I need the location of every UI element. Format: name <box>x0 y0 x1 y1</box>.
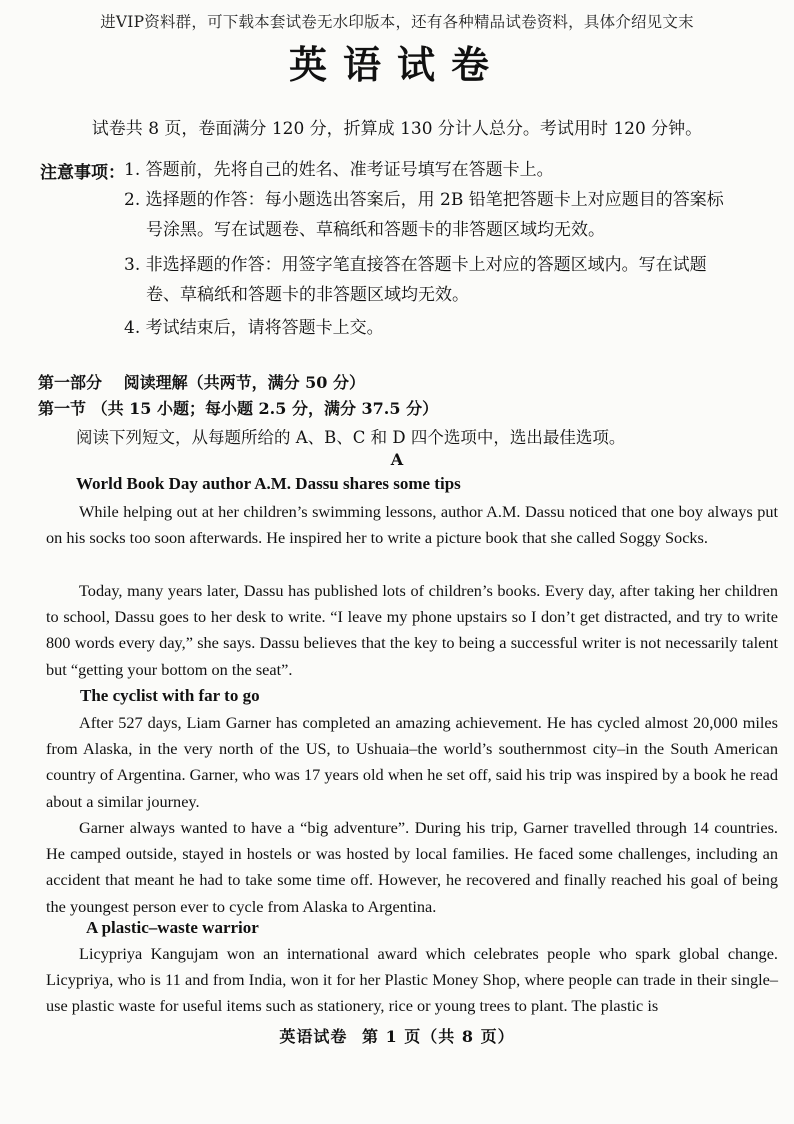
passage-letter: A <box>390 450 404 469</box>
promo-banner: 进VIP资料群，可下载本套试卷无水印版本，还有各种精品试卷资料，具体介绍见文末 <box>100 13 694 31</box>
story-1-paragraph-1-text: While helping out at her children’s swimming lessons, author A.M. Dassu noticed that one boy always put on his socks too soon afterwards. He inspired her to write a picture book that she called Soggy Socks. <box>46 502 778 548</box>
story-2-paragraph-2 <box>46 815 778 920</box>
footer-page-number: 第 1 页（共 8 页） <box>362 1027 515 1046</box>
section-heading: 第一节 （共 15 小题；每小题 2.5 分，满分 37.5 分） <box>38 399 439 418</box>
note-2-line-2: 号涂黑。写在试题卷、草稿纸和答题卡的非答题区域均无效。 <box>146 220 605 240</box>
story-2-paragraph-2-text: Garner always wanted to have a “big adventure”. During his trip, Garner travelled through 14 countries. He camped outside, stayed in hostels or was hosted by local families. He faced some challenges, including an accident that meant he had to take some time off. However, he recovered and finally reached his goal of being the youngest person ever to cycle from Alaska to Argentina. <box>46 818 778 916</box>
exam-intro: 试卷共 8 页，卷面满分 120 分，折算成 130 分计人总分。考试用时 120 分钟。 <box>91 119 703 139</box>
story-3-paragraph-1 <box>46 941 778 1020</box>
notes-label: 注意事项： <box>40 163 125 183</box>
story-3-paragraph-1-text: Licypriya Kangujam won an international award which celebrates people who spark global change. Licypriya, who is 11 and from India, won it for her Plastic Money Shop, where people can trade in their single–use plastic waste for useful items such as stationery, rice or young trees to plant. The plastic is <box>46 944 778 1016</box>
part-heading: 第一部分 阅读理解（共两节，满分 50 分） <box>38 373 365 392</box>
story-3-heading: A plastic–waste warrior <box>86 918 259 937</box>
note-1: 1. 答题前，先将自己的姓名、准考证号填写在答题卡上。 <box>124 160 554 180</box>
story-2-paragraph-1-text: After 527 days, Liam Garner has completed an amazing achievement. He has cycled almost 20,000 miles from Alaska, in the very north of the US, to Ushuaia–the world’s southernmost city–in the South American country of Argentina. Garner, who was 17 years old when he set off, said his trip was inspired by a book he read about a similar journey. <box>46 713 778 811</box>
note-3-line-1: 3. 非选择题的作答：用签字笔直接答在答题卡上对应的答题区域内。写在试题 <box>124 255 707 275</box>
note-4: 4. 考试结束后，请将答题卡上交。 <box>124 318 384 338</box>
footer-subject: 英语试卷 <box>279 1027 348 1046</box>
page-footer <box>0 1024 794 1047</box>
story-1-heading: World Book Day author A.M. Dassu shares some tips <box>76 474 461 493</box>
story-1-paragraph-2 <box>46 578 778 683</box>
story-2-heading: The cyclist with far to go <box>80 686 260 705</box>
story-1-paragraph-1 <box>46 499 778 551</box>
story-2-paragraph-1 <box>46 710 778 815</box>
instruction: 阅读下列短文，从每题所给的 A、B、C 和 D 四个选项中，选出最佳选项。 <box>76 428 626 447</box>
story-1-paragraph-2-text: Today, many years later, Dassu has published lots of children’s books. Every day, after taking her children to school, Dassu goes to her desk to write. “I leave my phone upstairs so I don’t get distracted, and try to write 800 words every day,” she says. Dassu believes that the key to being a successful writer is not necessarily talent but “getting your bottom on the seat”. <box>46 581 778 679</box>
page-title: 英语试卷 <box>288 42 505 87</box>
note-2-line-1: 2. 选择题的作答：每小题选出答案后，用 2B 铅笔把答题卡上对应题目的答案标 <box>124 190 724 210</box>
note-3-line-2: 卷、草稿纸和答题卡的非答题区域均无效。 <box>146 285 469 305</box>
